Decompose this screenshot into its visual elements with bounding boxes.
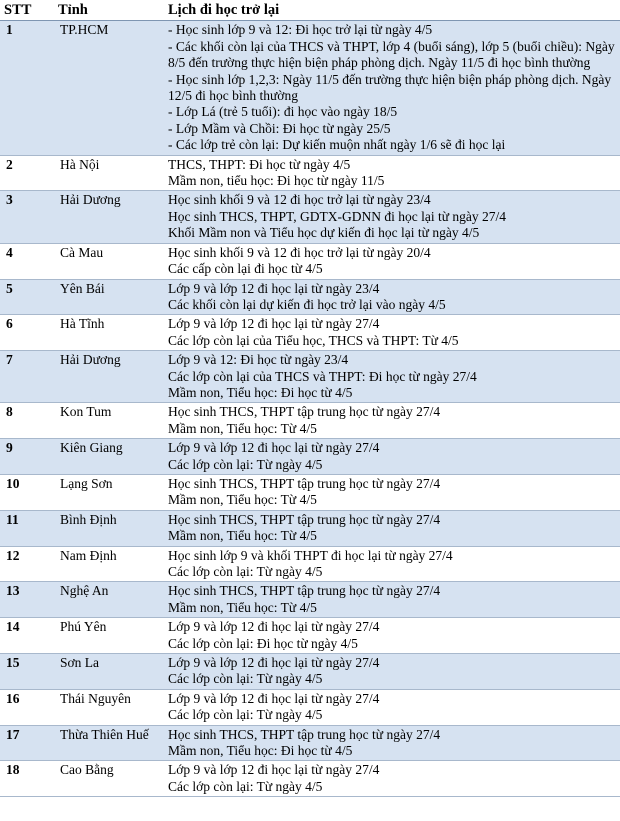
table-row — [0, 191, 620, 243]
row-schedule — [164, 403, 620, 439]
row-province: Kiên Giang — [54, 439, 164, 475]
row-schedule — [164, 243, 620, 279]
row-province: Hải Dương — [54, 191, 164, 243]
schedule-line: Lớp 9 và lớp 12 đi học lại từ ngày 27/4 — [168, 440, 380, 456]
schedule-line: Học sinh lớp 9 và khối THPT đi học lại từ ngày 27/4 — [168, 547, 453, 563]
row-schedule — [164, 155, 620, 191]
schedule-line: Các lớp còn lại của Tiểu học, THCS và THPT: Từ 4/5 — [168, 332, 459, 348]
row-stt: 3 — [0, 191, 54, 243]
table-row — [0, 243, 620, 279]
table-row — [0, 582, 620, 618]
schedule-line: Học sinh THCS, THPT tập trung học từ ngày 27/4 — [168, 404, 441, 420]
schedule-line: Lớp 9 và lớp 12 đi học lại từ ngày 23/4 — [168, 280, 380, 296]
table-row — [0, 439, 620, 475]
schedule-line: THCS, THPT: Đi học từ ngày 4/5 — [168, 156, 351, 172]
schedule-line: Học sinh THCS, THPT tập trung học từ ngày 27/4 — [168, 726, 441, 742]
row-stt: 9 — [0, 439, 54, 475]
row-stt: 14 — [0, 618, 54, 654]
schedule-line: Mầm non, Tiểu học: Từ 4/5 — [168, 420, 317, 436]
row-province: Hà Nội — [54, 155, 164, 191]
schedule-line: Các lớp còn lại: Đi học từ ngày 4/5 — [168, 635, 358, 651]
schedule-line: Mầm non, Tiểu học: Đi học từ 4/5 — [168, 384, 353, 400]
table-row — [0, 351, 620, 403]
schedule-line: Học sinh THCS, THPT tập trung học từ ngày 27/4 — [168, 583, 441, 599]
row-stt: 5 — [0, 279, 54, 315]
schedule-line: Lớp 9 và lớp 12 đi học lại từ ngày 27/4 — [168, 655, 380, 671]
row-schedule — [164, 618, 620, 654]
schedule-line: Khối Mầm non và Tiểu học dự kiến đi học lại từ ngày 4/5 — [168, 225, 480, 241]
schedule-line: Các lớp còn lại của THCS và THPT: Đi học từ ngày 27/4 — [168, 368, 477, 384]
row-stt: 18 — [0, 761, 54, 797]
table-row — [0, 155, 620, 191]
row-stt: 11 — [0, 510, 54, 546]
table-row — [0, 725, 620, 761]
row-schedule — [164, 279, 620, 315]
row-province: Cà Mau — [54, 243, 164, 279]
schedule-line: Mầm non, tiểu học: Đi học từ ngày 11/5 — [168, 173, 385, 189]
row-province: TP.HCM — [54, 21, 164, 155]
table-row — [0, 21, 620, 155]
row-province: Bình Định — [54, 510, 164, 546]
header-stt: STT — [0, 0, 54, 21]
table-row — [0, 654, 620, 690]
row-schedule — [164, 439, 620, 475]
schedule-line: Mầm non, Tiểu học: Đi học từ 4/5 — [168, 743, 353, 759]
row-province: Phú Yên — [54, 618, 164, 654]
schedule-line: - Lớp Lá (trẻ 5 tuổi): đi học vào ngày 18/5 — [168, 104, 398, 120]
row-stt: 16 — [0, 689, 54, 725]
row-stt: 1 — [0, 21, 54, 155]
table-row — [0, 403, 620, 439]
schedule-line: - Học sinh lớp 9 và 12: Đi học trở lại từ ngày 4/5 — [168, 22, 433, 38]
schedule-line: Mầm non, Tiểu học: Từ 4/5 — [168, 599, 317, 615]
row-stt: 7 — [0, 351, 54, 403]
row-province: Lạng Sơn — [54, 474, 164, 510]
row-stt: 4 — [0, 243, 54, 279]
row-schedule — [164, 474, 620, 510]
table-row — [0, 315, 620, 351]
schedule-line: Các lớp còn lại: Từ ngày 4/5 — [168, 671, 323, 687]
schedule-line: Lớp 9 và lớp 12 đi học lại từ ngày 27/4 — [168, 690, 380, 706]
table-row — [0, 474, 620, 510]
table-row — [0, 689, 620, 725]
schedule-line: Lớp 9 và lớp 12 đi học lại từ ngày 27/4 — [168, 762, 380, 778]
row-schedule — [164, 315, 620, 351]
table-row — [0, 279, 620, 315]
row-stt: 13 — [0, 582, 54, 618]
table-row — [0, 546, 620, 582]
schedule-line: Các khối còn lại dự kiến đi học trở lại vào ngày 4/5 — [168, 296, 446, 312]
row-province: Nam Định — [54, 546, 164, 582]
row-province: Thừa Thiên Huế — [54, 725, 164, 761]
schedule-line: Các cấp còn lại đi học từ 4/5 — [168, 261, 323, 277]
row-stt: 17 — [0, 725, 54, 761]
schedule-line: Mầm non, Tiểu học: Từ 4/5 — [168, 492, 317, 508]
schedule-line: Các lớp còn lại: Từ ngày 4/5 — [168, 456, 323, 472]
row-province: Kon Tum — [54, 403, 164, 439]
schedule-line: - Các lớp trẻ còn lại: Dự kiến muộn nhất ngày 1/6 sẽ đi học lại — [168, 137, 506, 153]
row-schedule — [164, 546, 620, 582]
schedule-line: Mầm non, Tiểu học: Từ 4/5 — [168, 528, 317, 544]
table-row — [0, 510, 620, 546]
row-stt: 15 — [0, 654, 54, 690]
schedule-line: Học sinh THCS, THPT tập trung học từ ngày 27/4 — [168, 475, 441, 491]
row-schedule — [164, 725, 620, 761]
schedule-line: - Học sinh lớp 1,2,3: Ngày 11/5 đến trường thực hiện biện pháp phòng dịch. Ngày 12/5 đi học bình thường — [168, 71, 612, 104]
row-stt: 6 — [0, 315, 54, 351]
table-row — [0, 761, 620, 797]
row-stt: 12 — [0, 546, 54, 582]
schedule-line: Học sinh THCS, THPT tập trung học từ ngày 27/4 — [168, 511, 441, 527]
row-schedule — [164, 191, 620, 243]
table-header-row — [0, 0, 620, 21]
header-province: Tỉnh — [54, 0, 164, 21]
row-province: Sơn La — [54, 654, 164, 690]
table-body — [0, 21, 620, 797]
schedule-line: - Các khối còn lại của THCS và THPT, lớp 4 (buổi sáng), lớp 5 (buổi chiều): Ngày 8/5 đến trường thực hiện biện pháp phòng dịch. Ngày 11/5 đi học bình thường — [168, 38, 615, 71]
row-schedule — [164, 654, 620, 690]
row-province: Hải Dương — [54, 351, 164, 403]
row-schedule — [164, 582, 620, 618]
row-province: Yên Bái — [54, 279, 164, 315]
row-schedule — [164, 510, 620, 546]
table-row — [0, 618, 620, 654]
row-stt: 8 — [0, 403, 54, 439]
schedule-line: - Lớp Mầm và Chồi: Đi học từ ngày 25/5 — [168, 120, 391, 136]
row-province: Thái Nguyên — [54, 689, 164, 725]
row-province: Hà Tĩnh — [54, 315, 164, 351]
row-schedule — [164, 689, 620, 725]
row-stt: 10 — [0, 474, 54, 510]
row-stt: 2 — [0, 155, 54, 191]
schedule-line: Học sinh khối 9 và 12 đi học trở lại từ ngày 20/4 — [168, 244, 431, 260]
schedule-line: Lớp 9 và 12: Đi học từ ngày 23/4 — [168, 352, 349, 368]
header-schedule: Lịch đi học trở lại — [164, 0, 620, 21]
schedule-line: Lớp 9 và lớp 12 đi học lại từ ngày 27/4 — [168, 619, 380, 635]
schedule-line: Các lớp còn lại: Từ ngày 4/5 — [168, 778, 323, 794]
schedule-line: Lớp 9 và lớp 12 đi học lại từ ngày 27/4 — [168, 316, 380, 332]
schedule-line: Các lớp còn lại: Từ ngày 4/5 — [168, 707, 323, 723]
row-province: Nghệ An — [54, 582, 164, 618]
row-schedule — [164, 761, 620, 797]
schedule-line: Học sinh khối 9 và 12 đi học trở lại từ ngày 23/4 — [168, 192, 431, 208]
schedule-line: Học sinh THCS, THPT, GDTX-GDNN đi học lại từ ngày 27/4 — [168, 208, 507, 224]
row-schedule — [164, 351, 620, 403]
schedule-line: Các lớp còn lại: Từ ngày 4/5 — [168, 564, 323, 579]
row-province: Cao Bằng — [54, 761, 164, 797]
row-schedule — [164, 21, 620, 155]
